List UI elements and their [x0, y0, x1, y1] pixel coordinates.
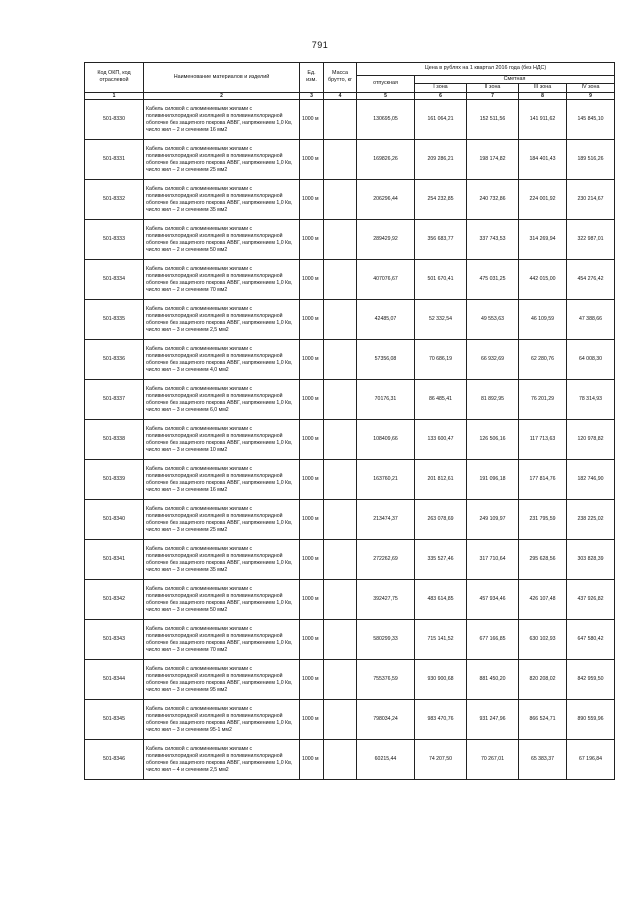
- row-unit: 1000 м: [300, 460, 324, 500]
- row-unit: 1000 м: [300, 380, 324, 420]
- row-unit: 1000 м: [300, 140, 324, 180]
- row-zone-1-price: 254 232,85: [415, 180, 467, 220]
- row-mass: [324, 700, 357, 740]
- row-release-price: 407076,67: [357, 260, 415, 300]
- row-release-price: 272262,69: [357, 540, 415, 580]
- row-release-price: 60215,44: [357, 740, 415, 780]
- row-name: Кабель силовой с алюминиевыми жилами с поливинилхлоридной изоляцией в поливинилхлоридной оболочке без защитного покрова АВВГ, напряжением 1,0 Кв, число жил – 4 и сечением 2,5 мм2: [144, 740, 300, 780]
- table-row: [85, 700, 615, 740]
- row-mass: [324, 180, 357, 220]
- row-code: 501-8332: [85, 180, 144, 220]
- row-release-price: 798034,24: [357, 700, 415, 740]
- row-zone-1-price: 70 686,19: [415, 340, 467, 380]
- row-release-price: 755376,59: [357, 660, 415, 700]
- row-zone-4-price: 230 214,67: [567, 180, 615, 220]
- page-number: 791: [311, 40, 329, 50]
- row-zone-1-price: 483 614,85: [415, 580, 467, 620]
- row-code: 501-8339: [85, 460, 144, 500]
- row-zone-4-price: 64 008,30: [567, 340, 615, 380]
- row-code: 501-8345: [85, 700, 144, 740]
- table-row: [85, 460, 615, 500]
- row-code: 501-8343: [85, 620, 144, 660]
- price-table: [84, 62, 615, 780]
- row-name: Кабель силовой с алюминиевыми жилами с поливинилхлоридной изоляцией в поливинилхлоридной оболочке без защитного покрова АВВГ, напряжением 1,0 Кв, число жил – 2 и сечением 16 мм2: [144, 100, 300, 140]
- column-number: 1: [85, 92, 144, 100]
- row-zone-4-price: 437 926,82: [567, 580, 615, 620]
- column-number: 7: [467, 92, 519, 100]
- header-zone-3: III зона: [519, 84, 567, 92]
- row-release-price: 289429,92: [357, 220, 415, 260]
- row-zone-4-price: 322 987,01: [567, 220, 615, 260]
- row-zone-4-price: 47 388,66: [567, 300, 615, 340]
- row-zone-2-price: 931 247,96: [467, 700, 519, 740]
- row-zone-1-price: 501 670,41: [415, 260, 467, 300]
- row-zone-3-price: 630 102,93: [519, 620, 567, 660]
- row-zone-2-price: 152 511,56: [467, 100, 519, 140]
- row-unit: 1000 м: [300, 100, 324, 140]
- row-mass: [324, 140, 357, 180]
- table-header: [85, 63, 615, 100]
- row-zone-2-price: 677 166,85: [467, 620, 519, 660]
- row-zone-3-price: 177 814,76: [519, 460, 567, 500]
- row-unit: 1000 м: [300, 260, 324, 300]
- row-code: 501-8340: [85, 500, 144, 540]
- table-row: [85, 180, 615, 220]
- row-mass: [324, 300, 357, 340]
- row-zone-2-price: 198 174,82: [467, 140, 519, 180]
- row-code: 501-8338: [85, 420, 144, 460]
- row-unit: 1000 м: [300, 580, 324, 620]
- row-name: Кабель силовой с алюминиевыми жилами с поливинилхлоридной изоляцией в поливинилхлоридной оболочке без защитного покрова АВВГ, напряжением 1,0 Кв, число жил – 2 и сечением 50 мм2: [144, 220, 300, 260]
- header-release: отпускная: [357, 76, 415, 93]
- row-zone-3-price: 65 383,37: [519, 740, 567, 780]
- row-name: Кабель силовой с алюминиевыми жилами с поливинилхлоридной изоляцией в поливинилхлоридной оболочке без защитного покрова АВВГ, напряжением 1,0 Кв, число жил – 2 и сечением 25 мм2: [144, 140, 300, 180]
- table-row: [85, 380, 615, 420]
- row-unit: 1000 м: [300, 300, 324, 340]
- row-zone-4-price: 189 516,26: [567, 140, 615, 180]
- row-unit: 1000 м: [300, 220, 324, 260]
- row-zone-1-price: 335 527,46: [415, 540, 467, 580]
- row-zone-2-price: 126 506,16: [467, 420, 519, 460]
- row-unit: 1000 м: [300, 740, 324, 780]
- row-zone-2-price: 337 743,53: [467, 220, 519, 260]
- row-code: 501-8341: [85, 540, 144, 580]
- row-unit: 1000 м: [300, 180, 324, 220]
- table-row: [85, 140, 615, 180]
- row-mass: [324, 580, 357, 620]
- row-mass: [324, 740, 357, 780]
- row-unit: 1000 м: [300, 340, 324, 380]
- row-zone-3-price: 46 109,59: [519, 300, 567, 340]
- row-zone-3-price: 295 628,56: [519, 540, 567, 580]
- row-zone-1-price: 930 900,68: [415, 660, 467, 700]
- row-name: Кабель силовой с алюминиевыми жилами с поливинилхлоридной изоляцией в поливинилхлоридной оболочке без защитного покрова АВВГ, напряжением 1,0 Кв, число жил – 3 и сечением 70 мм2: [144, 620, 300, 660]
- row-zone-1-price: 52 332,54: [415, 300, 467, 340]
- row-name: Кабель силовой с алюминиевыми жилами с поливинилхлоридной изоляцией в поливинилхлоридной оболочке без защитного покрова АВВГ, напряжением 1,0 Кв, число жил – 3 и сечением 95-1 мм2: [144, 700, 300, 740]
- column-number: 8: [519, 92, 567, 100]
- column-number: 4: [324, 92, 357, 100]
- row-mass: [324, 380, 357, 420]
- row-zone-2-price: 70 267,01: [467, 740, 519, 780]
- row-name: Кабель силовой с алюминиевыми жилами с поливинилхлоридной изоляцией в поливинилхлоридной оболочке без защитного покрова АВВГ, напряжением 1,0 Кв, число жил – 3 и сечением 2,5 мм2: [144, 300, 300, 340]
- row-code: 501-8331: [85, 140, 144, 180]
- row-zone-3-price: 62 280,76: [519, 340, 567, 380]
- header-estimate: Сметная: [415, 76, 615, 84]
- row-code: 501-8333: [85, 220, 144, 260]
- row-zone-2-price: 317 710,64: [467, 540, 519, 580]
- row-zone-2-price: 49 553,63: [467, 300, 519, 340]
- row-zone-3-price: 866 524,71: [519, 700, 567, 740]
- row-zone-3-price: 442 015,00: [519, 260, 567, 300]
- row-zone-3-price: 820 208,02: [519, 660, 567, 700]
- column-number: 9: [567, 92, 615, 100]
- row-zone-1-price: 161 064,21: [415, 100, 467, 140]
- row-name: Кабель силовой с алюминиевыми жилами с поливинилхлоридной изоляцией в поливинилхлоридной оболочке без защитного покрова АВВГ, напряжением 1,0 Кв, число жил – 3 и сечением 95 мм2: [144, 660, 300, 700]
- row-name: Кабель силовой с алюминиевыми жилами с поливинилхлоридной изоляцией в поливинилхлоридной оболочке без защитного покрова АВВГ, напряжением 1,0 Кв, число жил – 2 и сечением 70 мм2: [144, 260, 300, 300]
- table-row: [85, 500, 615, 540]
- row-zone-4-price: 120 978,82: [567, 420, 615, 460]
- table-row: [85, 220, 615, 260]
- row-zone-1-price: 74 207,50: [415, 740, 467, 780]
- row-release-price: 130695,05: [357, 100, 415, 140]
- row-mass: [324, 420, 357, 460]
- column-number: 6: [415, 92, 467, 100]
- row-zone-4-price: 890 559,96: [567, 700, 615, 740]
- column-number: 2: [144, 92, 300, 100]
- table-row: [85, 100, 615, 140]
- row-zone-4-price: 182 746,90: [567, 460, 615, 500]
- table-row: [85, 620, 615, 660]
- row-zone-1-price: 263 078,69: [415, 500, 467, 540]
- row-release-price: 57356,08: [357, 340, 415, 380]
- row-unit: 1000 м: [300, 540, 324, 580]
- row-mass: [324, 540, 357, 580]
- column-number: 3: [300, 92, 324, 100]
- row-zone-3-price: 184 401,43: [519, 140, 567, 180]
- row-release-price: 392427,75: [357, 580, 415, 620]
- row-zone-3-price: 224 001,92: [519, 180, 567, 220]
- row-code: 501-8337: [85, 380, 144, 420]
- row-zone-2-price: 240 732,86: [467, 180, 519, 220]
- table-row: [85, 420, 615, 460]
- row-zone-4-price: 145 845,10: [567, 100, 615, 140]
- table-row: [85, 340, 615, 380]
- row-release-price: 108409,66: [357, 420, 415, 460]
- row-mass: [324, 500, 357, 540]
- header-code: Код ОКП, код отраслевой: [85, 63, 144, 93]
- row-release-price: 70176,31: [357, 380, 415, 420]
- row-unit: 1000 м: [300, 700, 324, 740]
- table-row: [85, 580, 615, 620]
- row-release-price: 580299,33: [357, 620, 415, 660]
- row-code: 501-8342: [85, 580, 144, 620]
- row-release-price: 213474,37: [357, 500, 415, 540]
- row-name: Кабель силовой с алюминиевыми жилами с поливинилхлоридной изоляцией в поливинилхлоридной оболочке без защитного покрова АВВГ, напряжением 1,0 Кв, число жил – 3 и сечением 25 мм2: [144, 500, 300, 540]
- row-zone-1-price: 201 812,61: [415, 460, 467, 500]
- row-code: 501-8346: [85, 740, 144, 780]
- table-body: [85, 100, 615, 780]
- row-zone-3-price: 117 713,63: [519, 420, 567, 460]
- row-name: Кабель силовой с алюминиевыми жилами с поливинилхлоридной изоляцией в поливинилхлоридной оболочке без защитного покрова АВВГ, напряжением 1,0 Кв, число жил – 3 и сечением 6,0 мм2: [144, 380, 300, 420]
- row-release-price: 42485,07: [357, 300, 415, 340]
- row-unit: 1000 м: [300, 500, 324, 540]
- row-zone-3-price: 76 201,29: [519, 380, 567, 420]
- row-code: 501-8330: [85, 100, 144, 140]
- row-release-price: 163760,21: [357, 460, 415, 500]
- row-code: 501-8344: [85, 660, 144, 700]
- header-name: Наименование материалов и изделий: [144, 63, 300, 93]
- row-zone-4-price: 238 225,02: [567, 500, 615, 540]
- row-release-price: 169826,26: [357, 140, 415, 180]
- row-zone-4-price: 454 276,42: [567, 260, 615, 300]
- row-zone-2-price: 457 934,46: [467, 580, 519, 620]
- row-zone-2-price: 66 932,69: [467, 340, 519, 380]
- row-zone-4-price: 842 959,50: [567, 660, 615, 700]
- column-number-row: [85, 92, 615, 100]
- row-name: Кабель силовой с алюминиевыми жилами с поливинилхлоридной изоляцией в поливинилхлоридной оболочке без защитного покрова АВВГ, напряжением 1,0 Кв, число жил – 3 и сечением 50 мм2: [144, 580, 300, 620]
- header-price-group: Цена в рублях на 1 квартал 2016 года (без НДС): [357, 63, 615, 76]
- header-unit: Ед. изм.: [300, 63, 324, 93]
- row-mass: [324, 460, 357, 500]
- column-number: 5: [357, 92, 415, 100]
- row-zone-2-price: 475 031,25: [467, 260, 519, 300]
- row-zone-2-price: 249 109,97: [467, 500, 519, 540]
- row-unit: 1000 м: [300, 420, 324, 460]
- row-code: 501-8335: [85, 300, 144, 340]
- row-zone-4-price: 67 196,84: [567, 740, 615, 780]
- row-mass: [324, 220, 357, 260]
- table-row: [85, 260, 615, 300]
- header-zone-1: I зона: [415, 84, 467, 92]
- row-release-price: 206296,44: [357, 180, 415, 220]
- header-zone-2: II зона: [467, 84, 519, 92]
- header-zone-4: IV зона: [567, 84, 615, 92]
- row-mass: [324, 100, 357, 140]
- row-mass: [324, 620, 357, 660]
- table-row: [85, 300, 615, 340]
- row-zone-1-price: 356 683,77: [415, 220, 467, 260]
- row-zone-2-price: 881 450,20: [467, 660, 519, 700]
- header-mass: Масса брутто, кг: [324, 63, 357, 93]
- row-zone-4-price: 303 828,39: [567, 540, 615, 580]
- row-mass: [324, 660, 357, 700]
- row-zone-1-price: 86 485,41: [415, 380, 467, 420]
- row-mass: [324, 340, 357, 380]
- row-zone-2-price: 81 892,95: [467, 380, 519, 420]
- table-row: [85, 660, 615, 700]
- row-zone-1-price: 209 286,21: [415, 140, 467, 180]
- row-mass: [324, 260, 357, 300]
- table-row: [85, 540, 615, 580]
- row-zone-4-price: 647 580,42: [567, 620, 615, 660]
- row-zone-3-price: 426 107,48: [519, 580, 567, 620]
- row-zone-4-price: 78 314,93: [567, 380, 615, 420]
- row-zone-1-price: 715 141,52: [415, 620, 467, 660]
- row-zone-1-price: 133 600,47: [415, 420, 467, 460]
- row-code: 501-8334: [85, 260, 144, 300]
- row-zone-3-price: 314 269,94: [519, 220, 567, 260]
- row-name: Кабель силовой с алюминиевыми жилами с поливинилхлоридной изоляцией в поливинилхлоридной оболочке без защитного покрова АВВГ, напряжением 1,0 Кв, число жил – 3 и сечением 35 мм2: [144, 540, 300, 580]
- row-zone-3-price: 141 911,62: [519, 100, 567, 140]
- row-unit: 1000 м: [300, 620, 324, 660]
- row-name: Кабель силовой с алюминиевыми жилами с поливинилхлоридной изоляцией в поливинилхлоридной оболочке без защитного покрова АВВГ, напряжением 1,0 Кв, число жил – 3 и сечением 16 мм2: [144, 460, 300, 500]
- table-row: [85, 740, 615, 780]
- row-name: Кабель силовой с алюминиевыми жилами с поливинилхлоридной изоляцией в поливинилхлоридной оболочке без защитного покрова АВВГ, напряжением 1,0 Кв, число жил – 3 и сечением 4,0 мм2: [144, 340, 300, 380]
- row-zone-2-price: 191 096,18: [467, 460, 519, 500]
- row-name: Кабель силовой с алюминиевыми жилами с поливинилхлоридной изоляцией в поливинилхлоридной оболочке без защитного покрова АВВГ, напряжением 1,0 Кв, число жил – 3 и сечением 10 мм2: [144, 420, 300, 460]
- row-zone-3-price: 231 795,59: [519, 500, 567, 540]
- row-unit: 1000 м: [300, 660, 324, 700]
- row-zone-1-price: 983 470,76: [415, 700, 467, 740]
- row-code: 501-8336: [85, 340, 144, 380]
- row-name: Кабель силовой с алюминиевыми жилами с поливинилхлоридной изоляцией в поливинилхлоридной оболочке без защитного покрова АВВГ, напряжением 1,0 Кв, число жил – 2 и сечением 35 мм2: [144, 180, 300, 220]
